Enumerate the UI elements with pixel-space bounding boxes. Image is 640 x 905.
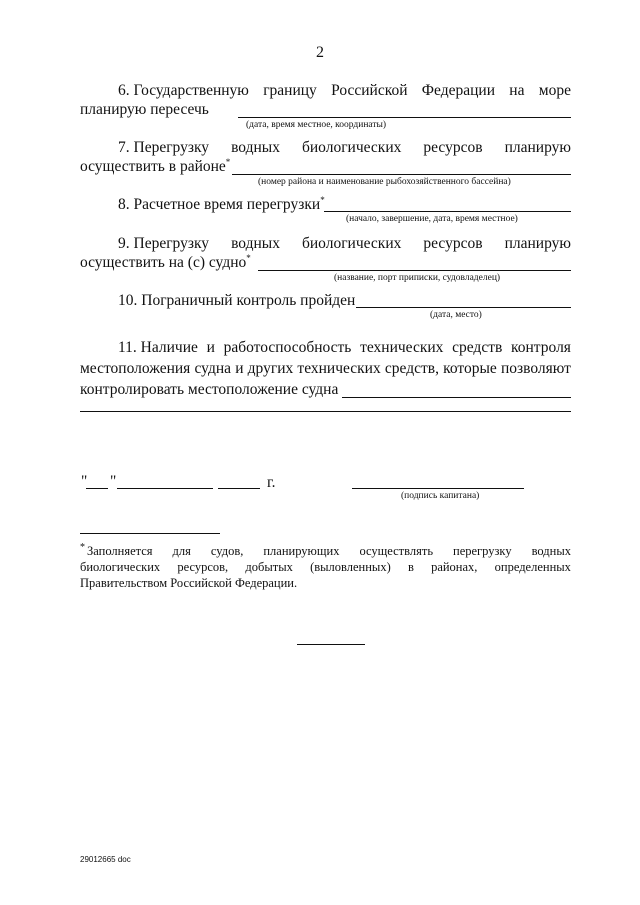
item-6-fill-line	[238, 117, 571, 118]
footnote-mark: *	[80, 542, 85, 553]
footnote-separator	[80, 533, 220, 534]
item-9-line2: осуществить на (с) судно*	[80, 252, 251, 271]
item-8-caption: (начало, завершение, дата, время местное)	[346, 214, 518, 224]
date-day-line	[86, 488, 108, 489]
item-10-fill-line	[356, 307, 571, 308]
date-year-suffix: г.	[267, 474, 276, 491]
date-month-line	[117, 488, 213, 489]
item-9-line1: 9. Перегрузку водных биологических ресурсов планирую	[118, 235, 571, 252]
item-7-fill-line	[232, 174, 571, 175]
document-id: 29012665 doc	[80, 855, 131, 864]
item-9-fill-line	[258, 270, 571, 271]
footnote-line3: Правительством Российской Федерации.	[80, 576, 298, 590]
item-11-fill-line-1	[342, 397, 571, 398]
signature-line	[352, 488, 524, 489]
date-year-line	[218, 488, 260, 489]
end-divider	[297, 644, 365, 645]
item-11-line2: местоположения судна и других технических средств, которые позволяют	[80, 360, 571, 377]
date-quote-close: "	[110, 473, 117, 490]
item-8-text: 8. Расчетное время перегрузки*	[118, 194, 325, 213]
item-11-line3: контролировать местоположение судна	[80, 381, 339, 398]
item-10-caption: (дата, место)	[430, 310, 482, 320]
date-quote-open: "	[81, 473, 88, 490]
item-11-fill-line-2	[80, 411, 571, 412]
item-10-text: 10. Пограничный контроль пройден	[118, 292, 356, 309]
item-7-line1: 7. Перегрузку водных биологических ресурсов планирую	[118, 139, 571, 156]
item-7-line2: осуществить в районе*	[80, 156, 231, 175]
item-9-caption: (название, порт приписки, судовладелец)	[334, 273, 501, 283]
footnote-line1: Заполняется для судов, планирующих осуществлять перегрузку водных	[87, 544, 571, 558]
page-number: 2	[316, 44, 324, 61]
item-6-line1: 6. Государственную границу Российской Федерации на море	[118, 82, 571, 99]
item-6-caption: (дата, время местное, координаты)	[246, 120, 387, 130]
signature-caption: (подпись капитана)	[401, 491, 480, 501]
footnote-line2: биологических ресурсов, добытых (выловленных) в районах, определенных	[80, 560, 571, 574]
item-6-line2: планирую пересечь	[80, 101, 209, 118]
item-11-line1: 11. Наличие и работоспособность технических средств контроля	[118, 339, 571, 356]
item-7-caption: (номер района и наименование рыбохозяйственного бассейна)	[258, 177, 511, 187]
item-8-fill-line	[324, 211, 571, 212]
